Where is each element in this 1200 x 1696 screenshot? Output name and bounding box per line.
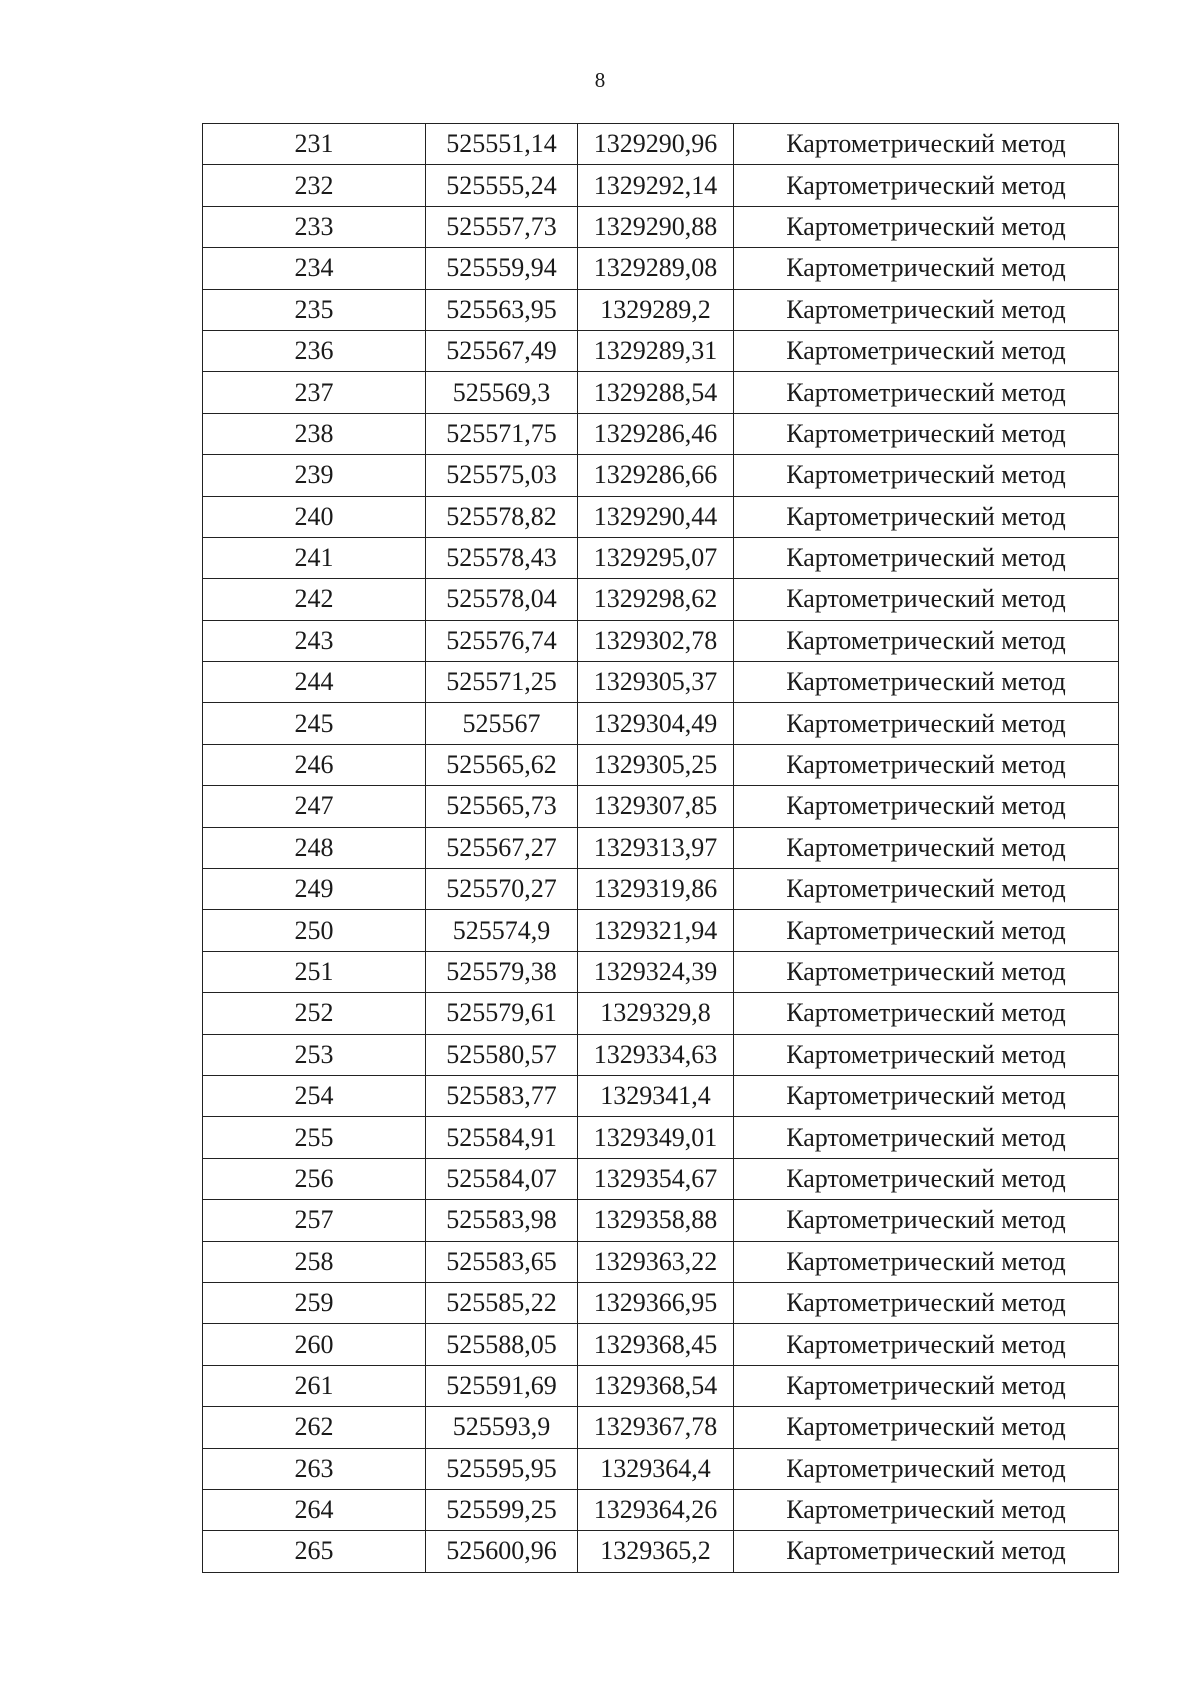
- method-cell: Картометрический метод: [734, 662, 1119, 703]
- table-row: [203, 372, 1119, 413]
- point-number-cell: 238: [203, 413, 426, 454]
- x-coordinate-cell: 525593,9: [426, 1407, 578, 1448]
- table-row: [203, 1075, 1119, 1116]
- x-coordinate-cell: 525574,9: [426, 910, 578, 951]
- x-coordinate-cell: 525583,77: [426, 1075, 578, 1116]
- y-coordinate-cell: 1329289,08: [578, 248, 734, 289]
- method-cell: Картометрический метод: [734, 869, 1119, 910]
- y-coordinate-cell: 1329334,63: [578, 1034, 734, 1075]
- table-row: [203, 1365, 1119, 1406]
- page-number: 8: [594, 68, 606, 92]
- y-coordinate-cell: 1329307,85: [578, 786, 734, 827]
- y-coordinate-cell: 1329290,44: [578, 496, 734, 537]
- method-cell: Картометрический метод: [734, 289, 1119, 330]
- x-coordinate-cell: 525567: [426, 703, 578, 744]
- point-number-cell: 243: [203, 620, 426, 661]
- method-cell: Картометрический метод: [734, 537, 1119, 578]
- method-cell: Картометрический метод: [734, 910, 1119, 951]
- x-coordinate-cell: 525569,3: [426, 372, 578, 413]
- method-cell: Картометрический метод: [734, 1034, 1119, 1075]
- table-row: [203, 1200, 1119, 1241]
- table-row: [203, 248, 1119, 289]
- point-number-cell: 261: [203, 1365, 426, 1406]
- coordinates-table: [202, 123, 1119, 1573]
- point-number-cell: 260: [203, 1324, 426, 1365]
- y-coordinate-cell: 1329290,88: [578, 206, 734, 247]
- table-row: [203, 869, 1119, 910]
- y-coordinate-cell: 1329321,94: [578, 910, 734, 951]
- table-row: [203, 330, 1119, 371]
- y-coordinate-cell: 1329368,54: [578, 1365, 734, 1406]
- point-number-cell: 257: [203, 1200, 426, 1241]
- y-coordinate-cell: 1329298,62: [578, 579, 734, 620]
- method-cell: Картометрический метод: [734, 620, 1119, 661]
- method-cell: Картометрический метод: [734, 165, 1119, 206]
- table-row: [203, 124, 1119, 165]
- y-coordinate-cell: 1329286,46: [578, 413, 734, 454]
- y-coordinate-cell: 1329302,78: [578, 620, 734, 661]
- table-row: [203, 1489, 1119, 1530]
- method-cell: Картометрический метод: [734, 744, 1119, 785]
- coordinates-table-body: [203, 124, 1119, 1573]
- x-coordinate-cell: 525584,91: [426, 1117, 578, 1158]
- point-number-cell: 231: [203, 124, 426, 165]
- y-coordinate-cell: 1329319,86: [578, 869, 734, 910]
- method-cell: Картометрический метод: [734, 1489, 1119, 1530]
- method-cell: Картометрический метод: [734, 124, 1119, 165]
- x-coordinate-cell: 525575,03: [426, 455, 578, 496]
- y-coordinate-cell: 1329365,2: [578, 1531, 734, 1572]
- point-number-cell: 259: [203, 1282, 426, 1323]
- x-coordinate-cell: 525588,05: [426, 1324, 578, 1365]
- point-number-cell: 247: [203, 786, 426, 827]
- y-coordinate-cell: 1329358,88: [578, 1200, 734, 1241]
- point-number-cell: 264: [203, 1489, 426, 1530]
- method-cell: Картометрический метод: [734, 1365, 1119, 1406]
- point-number-cell: 245: [203, 703, 426, 744]
- y-coordinate-cell: 1329288,54: [578, 372, 734, 413]
- point-number-cell: 258: [203, 1241, 426, 1282]
- point-number-cell: 239: [203, 455, 426, 496]
- point-number-cell: 252: [203, 993, 426, 1034]
- method-cell: Картометрический метод: [734, 1282, 1119, 1323]
- method-cell: Картометрический метод: [734, 993, 1119, 1034]
- point-number-cell: 233: [203, 206, 426, 247]
- y-coordinate-cell: 1329354,67: [578, 1158, 734, 1199]
- point-number-cell: 256: [203, 1158, 426, 1199]
- point-number-cell: 265: [203, 1531, 426, 1572]
- x-coordinate-cell: 525567,27: [426, 827, 578, 868]
- x-coordinate-cell: 525583,98: [426, 1200, 578, 1241]
- y-coordinate-cell: 1329341,4: [578, 1075, 734, 1116]
- point-number-cell: 242: [203, 579, 426, 620]
- point-number-cell: 240: [203, 496, 426, 537]
- method-cell: Картометрический метод: [734, 1075, 1119, 1116]
- x-coordinate-cell: 525591,69: [426, 1365, 578, 1406]
- method-cell: Картометрический метод: [734, 786, 1119, 827]
- y-coordinate-cell: 1329295,07: [578, 537, 734, 578]
- table-row: [203, 827, 1119, 868]
- point-number-cell: 246: [203, 744, 426, 785]
- table-row: [203, 1158, 1119, 1199]
- method-cell: Картометрический метод: [734, 1407, 1119, 1448]
- point-number-cell: 249: [203, 869, 426, 910]
- x-coordinate-cell: 525557,73: [426, 206, 578, 247]
- point-number-cell: 237: [203, 372, 426, 413]
- point-number-cell: 236: [203, 330, 426, 371]
- x-coordinate-cell: 525571,25: [426, 662, 578, 703]
- method-cell: Картометрический метод: [734, 248, 1119, 289]
- y-coordinate-cell: 1329363,22: [578, 1241, 734, 1282]
- point-number-cell: 234: [203, 248, 426, 289]
- table-row: [203, 1531, 1119, 1572]
- x-coordinate-cell: 525580,57: [426, 1034, 578, 1075]
- table-row: [203, 496, 1119, 537]
- y-coordinate-cell: 1329367,78: [578, 1407, 734, 1448]
- x-coordinate-cell: 525583,65: [426, 1241, 578, 1282]
- x-coordinate-cell: 525600,96: [426, 1531, 578, 1572]
- table-row: [203, 413, 1119, 454]
- point-number-cell: 255: [203, 1117, 426, 1158]
- x-coordinate-cell: 525570,27: [426, 869, 578, 910]
- table-row: [203, 744, 1119, 785]
- point-number-cell: 241: [203, 537, 426, 578]
- x-coordinate-cell: 525567,49: [426, 330, 578, 371]
- table-row: [203, 910, 1119, 951]
- method-cell: Картометрический метод: [734, 330, 1119, 371]
- method-cell: Картометрический метод: [734, 1531, 1119, 1572]
- y-coordinate-cell: 1329368,45: [578, 1324, 734, 1365]
- table-row: [203, 1117, 1119, 1158]
- y-coordinate-cell: 1329313,97: [578, 827, 734, 868]
- method-cell: Картометрический метод: [734, 1200, 1119, 1241]
- x-coordinate-cell: 525578,43: [426, 537, 578, 578]
- table-row: [203, 1241, 1119, 1282]
- table-row: [203, 662, 1119, 703]
- table-row: [203, 1282, 1119, 1323]
- method-cell: Картометрический метод: [734, 372, 1119, 413]
- point-number-cell: 263: [203, 1448, 426, 1489]
- method-cell: Картометрический метод: [734, 703, 1119, 744]
- y-coordinate-cell: 1329304,49: [578, 703, 734, 744]
- x-coordinate-cell: 525595,95: [426, 1448, 578, 1489]
- y-coordinate-cell: 1329329,8: [578, 993, 734, 1034]
- table-row: [203, 786, 1119, 827]
- method-cell: Картометрический метод: [734, 951, 1119, 992]
- x-coordinate-cell: 525576,74: [426, 620, 578, 661]
- table-row: [203, 993, 1119, 1034]
- x-coordinate-cell: 525579,61: [426, 993, 578, 1034]
- point-number-cell: 250: [203, 910, 426, 951]
- y-coordinate-cell: 1329349,01: [578, 1117, 734, 1158]
- method-cell: Картометрический метод: [734, 1241, 1119, 1282]
- point-number-cell: 235: [203, 289, 426, 330]
- method-cell: Картометрический метод: [734, 413, 1119, 454]
- x-coordinate-cell: 525585,22: [426, 1282, 578, 1323]
- y-coordinate-cell: 1329289,2: [578, 289, 734, 330]
- x-coordinate-cell: 525584,07: [426, 1158, 578, 1199]
- table-row: [203, 165, 1119, 206]
- table-row: [203, 703, 1119, 744]
- table-row: [203, 620, 1119, 661]
- table-row: [203, 1448, 1119, 1489]
- table-row: [203, 206, 1119, 247]
- y-coordinate-cell: 1329290,96: [578, 124, 734, 165]
- method-cell: Картометрический метод: [734, 1324, 1119, 1365]
- table-row: [203, 579, 1119, 620]
- point-number-cell: 244: [203, 662, 426, 703]
- y-coordinate-cell: 1329305,37: [578, 662, 734, 703]
- x-coordinate-cell: 525599,25: [426, 1489, 578, 1530]
- table-row: [203, 289, 1119, 330]
- point-number-cell: 251: [203, 951, 426, 992]
- x-coordinate-cell: 525565,62: [426, 744, 578, 785]
- table-row: [203, 1324, 1119, 1365]
- point-number-cell: 248: [203, 827, 426, 868]
- point-number-cell: 253: [203, 1034, 426, 1075]
- method-cell: Картометрический метод: [734, 1117, 1119, 1158]
- table-row: [203, 455, 1119, 496]
- table-row: [203, 1407, 1119, 1448]
- y-coordinate-cell: 1329286,66: [578, 455, 734, 496]
- point-number-cell: 262: [203, 1407, 426, 1448]
- x-coordinate-cell: 525551,14: [426, 124, 578, 165]
- table-row: [203, 537, 1119, 578]
- method-cell: Картометрический метод: [734, 496, 1119, 537]
- method-cell: Картометрический метод: [734, 579, 1119, 620]
- table-row: [203, 1034, 1119, 1075]
- x-coordinate-cell: 525555,24: [426, 165, 578, 206]
- x-coordinate-cell: 525571,75: [426, 413, 578, 454]
- method-cell: Картометрический метод: [734, 206, 1119, 247]
- y-coordinate-cell: 1329366,95: [578, 1282, 734, 1323]
- x-coordinate-cell: 525565,73: [426, 786, 578, 827]
- x-coordinate-cell: 525559,94: [426, 248, 578, 289]
- point-number-cell: 232: [203, 165, 426, 206]
- method-cell: Картометрический метод: [734, 1448, 1119, 1489]
- y-coordinate-cell: 1329292,14: [578, 165, 734, 206]
- y-coordinate-cell: 1329364,4: [578, 1448, 734, 1489]
- table-row: [203, 951, 1119, 992]
- y-coordinate-cell: 1329305,25: [578, 744, 734, 785]
- method-cell: Картометрический метод: [734, 455, 1119, 496]
- x-coordinate-cell: 525578,04: [426, 579, 578, 620]
- y-coordinate-cell: 1329364,26: [578, 1489, 734, 1530]
- method-cell: Картометрический метод: [734, 827, 1119, 868]
- x-coordinate-cell: 525578,82: [426, 496, 578, 537]
- x-coordinate-cell: 525563,95: [426, 289, 578, 330]
- method-cell: Картометрический метод: [734, 1158, 1119, 1199]
- y-coordinate-cell: 1329289,31: [578, 330, 734, 371]
- x-coordinate-cell: 525579,38: [426, 951, 578, 992]
- y-coordinate-cell: 1329324,39: [578, 951, 734, 992]
- point-number-cell: 254: [203, 1075, 426, 1116]
